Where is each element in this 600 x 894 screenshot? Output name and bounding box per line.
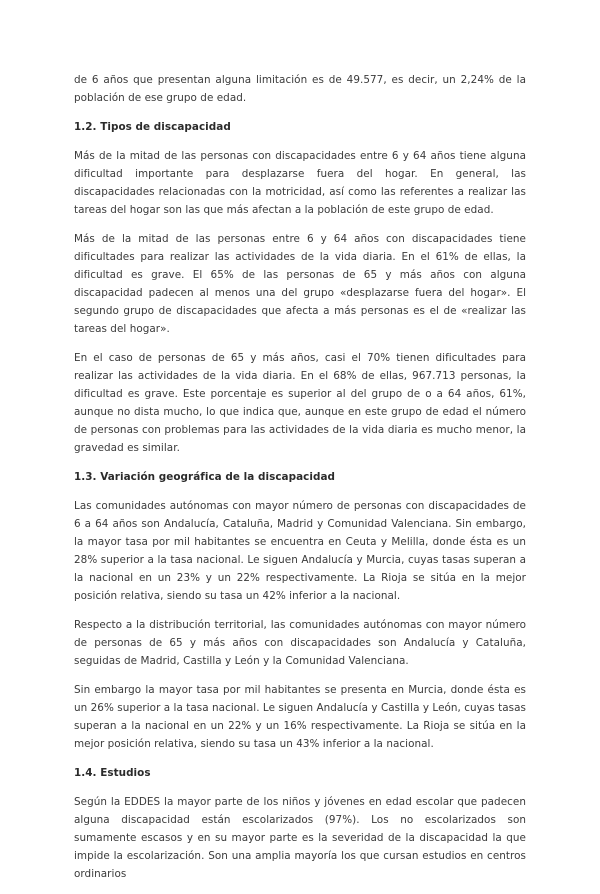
paragraph-geografica-2: Respecto a la distribución territorial, las comunidades autónomas con mayor número de personas de 65 y más años con discapacidades son Andalucía y Cataluña, seguidas de Madrid, Castilla y León y la Comunidad Valenciana. (74, 619, 526, 667)
paragraph-tipos-2: Más de la mitad de las personas entre 6 y 64 años con discapacidades tiene dificultades para realizar las actividades de la vida diaria. En el 61% de ellas, la dificultad es grave. El 65% de las personas de 65 y más años con alguna discapacidad padecen al menos una del grupo «desplazarse fuera del hogar». El segundo grupo de discapacidades que afecta a más personas es el de «realizar las tareas del hogar». (74, 233, 526, 335)
heading-variacion-geografica: 1.3. Variación geográfica de la discapacidad (74, 471, 336, 483)
paragraph-geografica-1: Las comunidades autónomas con mayor número de personas con discapacidades de 6 a 64 años son Andalucía, Cataluña, Madrid y Comunidad Valenciana. Sin embargo, la mayor tasa por mil habitantes se encuentra en Ceuta y Melilla, donde ésta es un 28% superior a la tasa nacional. Le siguen Andalucía y Murcia, cuyas tasas superan a la nacional en un 23% y un 22% respectivamente. La Rioja se sitúa en la mejor posición relativa, siendo su tasa un 42% inferior a la nacional. (74, 500, 526, 602)
paragraph-tipos-1: Más de la mitad de las personas con discapacidades entre 6 y 64 años tiene alguna dificultad importante para desplazarse fuera del hogar. En general, las discapacidades relacionadas con la motricidad, así como las referentes a realizar las tareas del hogar son las que más afectan a la población de este grupo de edad. (74, 150, 526, 216)
heading-estudios: 1.4. Estudios (74, 767, 151, 779)
paragraph-intro-continuation: de 6 años que presentan alguna limitación es de 49.577, es decir, un 2,24% de la población de ese grupo de edad. (74, 74, 526, 104)
paragraph-geografica-3: Sin embargo la mayor tasa por mil habitantes se presenta en Murcia, donde ésta es un 26% superior a la tasa nacional. Le siguen Andalucía y Castilla y León, cuyas tasas superan a la nacional en un 22% y un 16% respectivamente. La Rioja se sitúa en la mejor posición relativa, siendo su tasa un 43% inferior a la nacional. (74, 684, 526, 750)
paragraph-tipos-3: En el caso de personas de 65 y más años, casi el 70% tienen dificultades para realizar las actividades de la vida diaria. En el 68% de ellas, 967.713 personas, la dificultad es grave. Este porcentaje es superior al del grupo de o a 64 años, 61%, aunque no dista mucho, lo que indica que, aunque en este grupo de edad el número de personas con problemas para las actividades de la vida diaria es mucho menor, la gravedad es similar. (74, 352, 526, 454)
heading-tipos-discapacidad: 1.2. Tipos de discapacidad (74, 121, 231, 133)
paragraph-estudios-1: Según la EDDES la mayor parte de los niños y jóvenes en edad escolar que padecen alguna discapacidad están escolarizados (97%). Los no escolarizados son sumamente escasos y en su mayor parte es la severidad de la discapacidad la que impide la escolarización. Son una amplia mayoría los que cursan estudios en centros ordinarios (74, 796, 526, 880)
document-body (74, 71, 526, 894)
